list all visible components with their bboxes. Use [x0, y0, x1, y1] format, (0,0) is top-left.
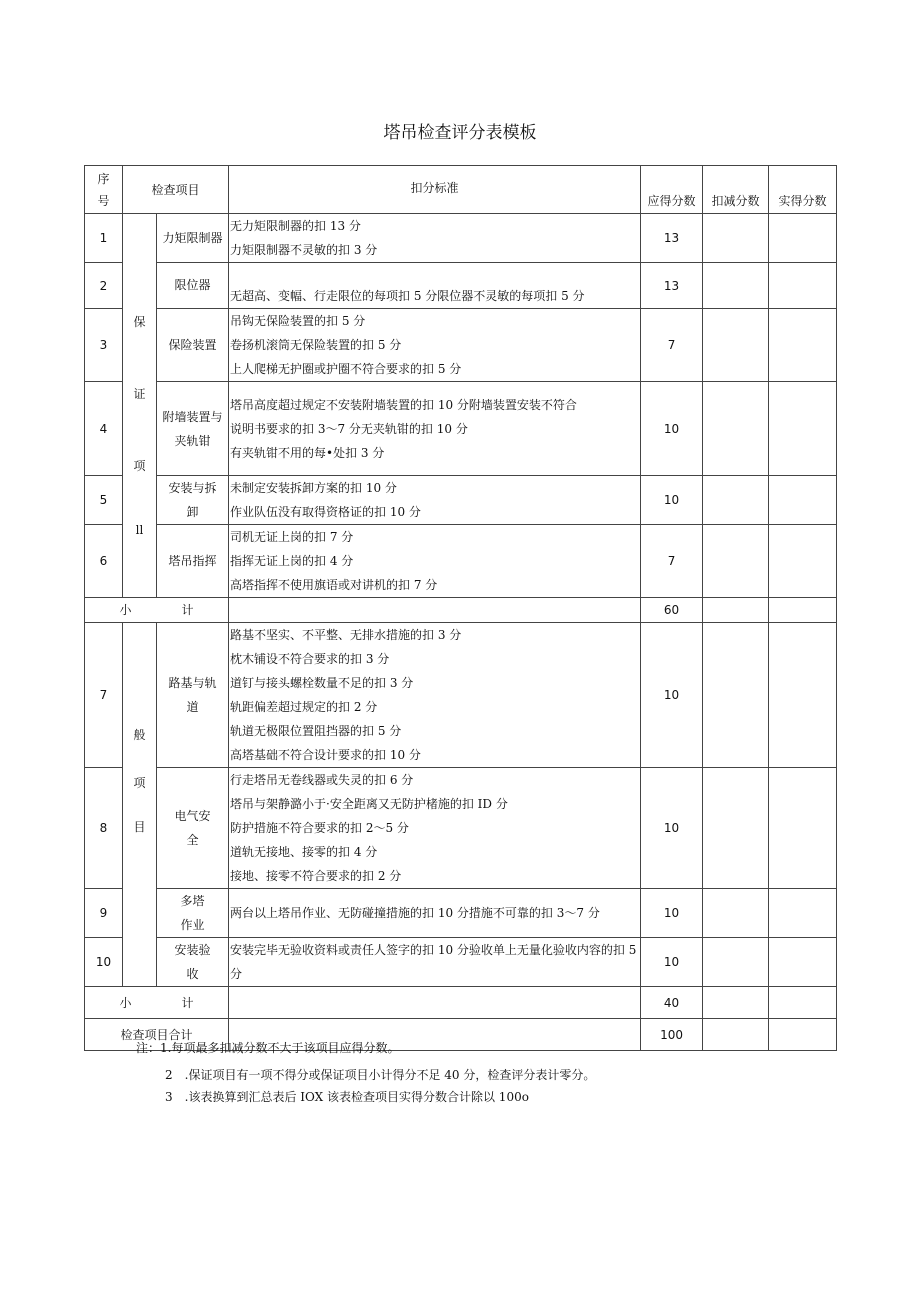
note-3: 3 .该表换算到汇总表后 IOX 该表检查项目实得分数合计除以 100o — [165, 1090, 529, 1104]
row-due-score: 10 — [641, 623, 703, 768]
row-deduct-cell[interactable] — [703, 382, 769, 476]
criteria-line: 作业队伍没有取得资格证的扣 10 分 — [230, 505, 421, 519]
table-row — [85, 768, 837, 889]
criteria-line: 枕木铺设不符合要求的扣 3 分 — [230, 652, 390, 666]
row-item: 安装与拆卸 — [157, 476, 229, 525]
subtotal-label-char: 小 — [119, 603, 132, 617]
subtotal-actual-cell[interactable] — [769, 598, 837, 623]
row-due-score: 10 — [641, 938, 703, 987]
total-actual-cell[interactable] — [769, 1019, 837, 1051]
row-seq: 10 — [85, 938, 123, 987]
row-seq: 3 — [85, 309, 123, 382]
table-row — [85, 309, 837, 382]
criteria-line: 高塔指挥不使用旗语或对讲机的扣 7 分 — [230, 578, 438, 592]
row-seq: 7 — [85, 623, 123, 768]
row-actual-cell[interactable] — [769, 623, 837, 768]
subtotal-score: 60 — [641, 598, 703, 623]
subtotal-label — [85, 598, 229, 623]
criteria-line: 道轨无接地、接零的扣 4 分 — [230, 845, 378, 859]
row-deduct-cell[interactable] — [703, 214, 769, 263]
criteria-line: 力矩限制器不灵敏的扣 3 分 — [230, 243, 378, 257]
row-criteria — [229, 263, 641, 309]
header-seq-line1: 序 — [97, 171, 110, 186]
criteria-line: 接地、接零不符合要求的扣 2 分 — [230, 869, 402, 883]
row-deduct-cell[interactable] — [703, 263, 769, 309]
criteria-line: 未制定安装拆卸方案的扣 10 分 — [230, 481, 397, 495]
criteria-line: 防护措施不符合要求的扣 2～5 分 — [230, 821, 409, 835]
note-1: 注：1.每项最多扣减分数不大于该项目应得分数。 — [136, 1041, 400, 1055]
criteria-line: 路基不坚实、不平整、无排水措施的扣 3 分 — [230, 628, 462, 642]
table-row — [85, 263, 837, 309]
row-seq: 2 — [85, 263, 123, 309]
row-due-score: 10 — [641, 768, 703, 889]
group-char: 般 — [133, 728, 146, 742]
group-char: ll — [135, 522, 144, 537]
row-item: 附墙装置与夹轨钳 — [157, 382, 229, 476]
subtotal-criteria-empty — [229, 987, 641, 1019]
row-item: 塔吊指挥 — [157, 525, 229, 598]
row-deduct-cell[interactable] — [703, 938, 769, 987]
criteria-line: 指挥无证上岗的扣 4 分 — [230, 554, 354, 568]
row-actual-cell[interactable] — [769, 889, 837, 938]
criteria-line: 塔吊高度超过规定不安装附墙装置的扣 10 分附墙装置安装不符合 — [230, 397, 577, 412]
table-row — [85, 623, 837, 768]
group-char: 保 — [133, 314, 146, 329]
criteria-line: 无力矩限制器的扣 13 分 — [230, 219, 361, 233]
row-due-score: 10 — [641, 476, 703, 525]
header-row — [85, 166, 837, 214]
row-due-score: 13 — [641, 263, 703, 309]
criteria-line: 说明书要求的扣 3～7 分无夹轨钳的扣 10 分 — [230, 421, 468, 436]
row-seq: 4 — [85, 382, 123, 476]
table-row — [85, 938, 837, 987]
row-deduct-cell[interactable] — [703, 768, 769, 889]
criteria-line: 两台以上塔吊作业、无防碰撞措施的扣 10 分措施不可靠的扣 3～7 分 — [230, 906, 600, 920]
table-row — [85, 889, 837, 938]
criteria-line: 卷扬机滚筒无保险装置的扣 5 分 — [230, 338, 402, 352]
row-seq: 6 — [85, 525, 123, 598]
row-item: 路基与轨道 — [157, 623, 229, 768]
subtotal-criteria-empty — [229, 598, 641, 623]
criteria-line: 吊钩无保险装置的扣 5 分 — [230, 314, 366, 328]
table-row — [85, 476, 837, 525]
header-due: 应得分数 — [641, 166, 703, 214]
criteria-line: 安装完毕无验收资料或责任人签字的扣 10 分验收单上无量化验收内容的扣 5 分 — [230, 943, 637, 981]
criteria-line: 塔吊与架静潞小于·安全距离又无防护楮施的扣 ID 分 — [230, 797, 508, 811]
row-criteria — [229, 309, 641, 382]
subtotal-score: 40 — [641, 987, 703, 1019]
row-seq: 5 — [85, 476, 123, 525]
header-seq-line2: 号 — [97, 193, 110, 208]
subtotal-row — [85, 598, 837, 623]
row-deduct-cell[interactable] — [703, 525, 769, 598]
header-seq — [85, 166, 123, 214]
criteria-line: 轨距偏差超过规定的扣 2 分 — [230, 700, 378, 714]
group-char: 项 — [133, 458, 146, 473]
table-row — [85, 382, 837, 476]
table-row — [85, 214, 837, 263]
row-criteria — [229, 623, 641, 768]
row-due-score: 7 — [641, 309, 703, 382]
row-actual-cell[interactable] — [769, 525, 837, 598]
row-item: 电气安全 — [157, 768, 229, 889]
row-deduct-cell[interactable] — [703, 309, 769, 382]
row-actual-cell[interactable] — [769, 768, 837, 889]
row-seq: 8 — [85, 768, 123, 889]
subtotal-deduct-cell[interactable] — [703, 598, 769, 623]
table-row — [85, 525, 837, 598]
row-deduct-cell[interactable] — [703, 476, 769, 525]
row-actual-cell[interactable] — [769, 476, 837, 525]
note-2: 2 .保证项目有一项不得分或保证项目小计得分不足 40 分，检查评分表计零分。 — [165, 1068, 596, 1082]
row-due-score: 13 — [641, 214, 703, 263]
inspection-score-table — [84, 165, 837, 1051]
row-due-score: 10 — [641, 382, 703, 476]
subtotal-actual-cell[interactable] — [769, 987, 837, 1019]
subtotal-label-char: 计 — [181, 995, 194, 1010]
criteria-line: 高塔基础不符合设计要求的扣 10 分 — [230, 748, 421, 762]
row-actual-cell[interactable] — [769, 382, 837, 476]
row-item: 力矩限制器 — [157, 214, 229, 263]
row-criteria — [229, 382, 641, 476]
group-char: 目 — [133, 820, 146, 834]
criteria-line: 上人爬梯无护圈或护圈不符合要求的扣 5 分 — [230, 362, 462, 376]
criteria-line: 司机无证上岗的扣 7 分 — [230, 530, 354, 544]
row-due-score: 10 — [641, 889, 703, 938]
header-actual: 实得分数 — [769, 166, 837, 214]
criteria-line: 有夹轨钳不用的每•处扣 3 分 — [230, 445, 385, 460]
row-deduct-cell[interactable] — [703, 623, 769, 768]
header-deduct: 扣减分数 — [703, 166, 769, 214]
header-item: 检查项目 — [123, 166, 229, 214]
row-actual-cell[interactable] — [769, 263, 837, 309]
group-guarantee-label — [123, 214, 157, 598]
row-due-score: 7 — [641, 525, 703, 598]
group-char: 证 — [133, 386, 146, 401]
row-item: 限位器 — [157, 263, 229, 309]
group-char: 项 — [133, 776, 146, 790]
subtotal-label — [85, 987, 229, 1019]
row-deduct-cell[interactable] — [703, 889, 769, 938]
criteria-line: 道钉与接头螺栓数量不足的扣 3 分 — [230, 676, 414, 690]
subtotal-label-char: 计 — [181, 603, 194, 617]
row-item: 保险装置 — [157, 309, 229, 382]
subtotal-label-char: 小 — [119, 995, 132, 1010]
row-seq: 1 — [85, 214, 123, 263]
total-score: 100 — [641, 1019, 703, 1051]
row-item: 多塔作业 — [157, 889, 229, 938]
row-criteria — [229, 889, 641, 938]
subtotal-row — [85, 987, 837, 1019]
group-general-label — [123, 623, 157, 987]
criteria-line: 行走塔吊无卷线器或失灵的扣 6 分 — [230, 773, 414, 787]
total-label: 检查项目合计 — [85, 1019, 229, 1051]
row-seq: 9 — [85, 889, 123, 938]
row-actual-cell[interactable] — [769, 938, 837, 987]
total-deduct-cell[interactable] — [703, 1019, 769, 1051]
row-criteria — [229, 938, 641, 987]
row-criteria — [229, 476, 641, 525]
row-criteria — [229, 525, 641, 598]
page-title: 塔吊检查评分表模板 — [383, 123, 537, 143]
criteria-line: 无超高、变幅、行走限位的每项扣 5 分限位器不灵敏的每项扣 5 分 — [230, 289, 585, 303]
header-criteria: 扣分标准 — [229, 166, 641, 214]
criteria-line: 轨道无极限位置阻挡器的扣 5 分 — [230, 724, 402, 738]
row-criteria — [229, 768, 641, 889]
row-item: 安装验收 — [157, 938, 229, 987]
subtotal-deduct-cell[interactable] — [703, 987, 769, 1019]
row-actual-cell[interactable] — [769, 309, 837, 382]
row-actual-cell[interactable] — [769, 214, 837, 263]
row-criteria — [229, 214, 641, 263]
